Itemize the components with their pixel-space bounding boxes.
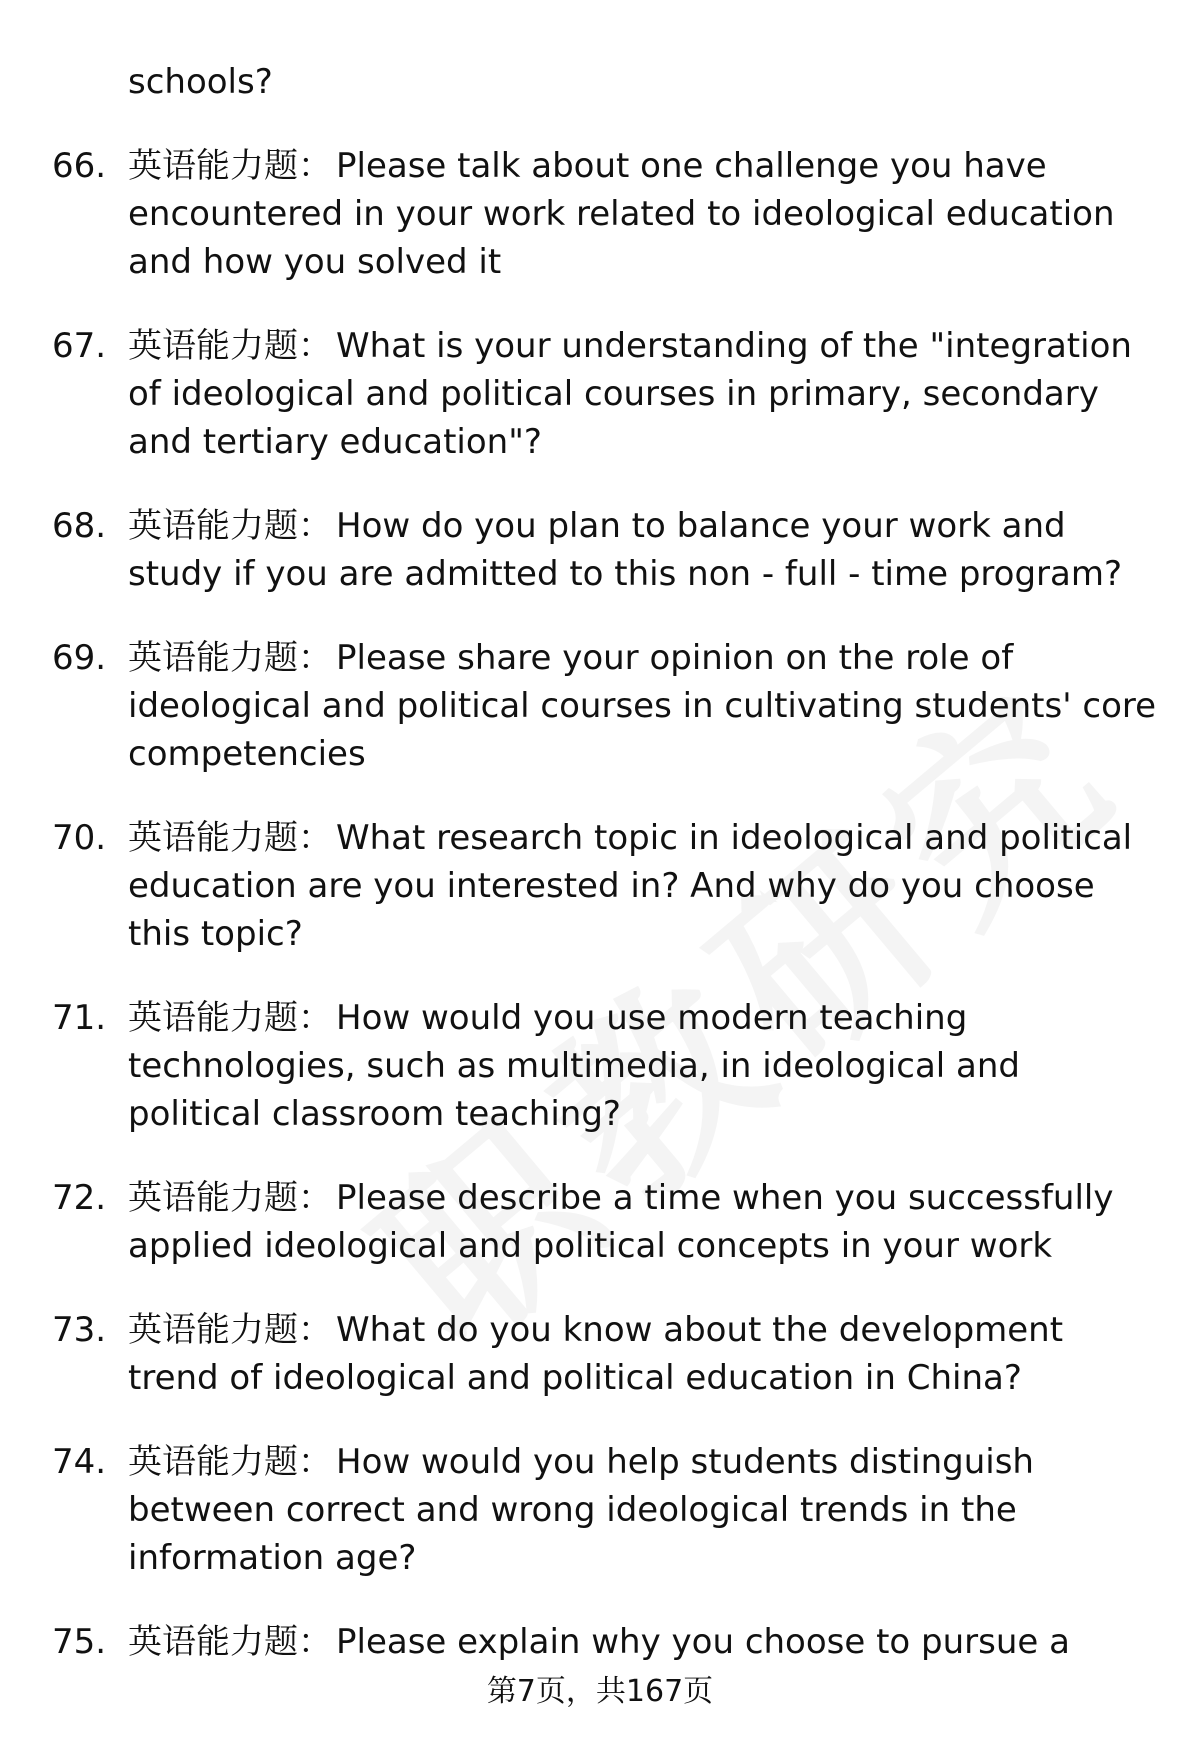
question-text: How would you use modern teaching technologies, such as multimedia, in ideological and political classroom teaching? (128, 998, 1021, 1134)
question-number: 71. (52, 998, 107, 1038)
question-label: 英语能力题： (128, 1310, 332, 1350)
page-footer: 第7页，共167页 (486, 1674, 714, 1709)
question-number: 69. (52, 638, 107, 678)
question-number: 74. (52, 1442, 107, 1482)
question-number: 73. (52, 1310, 107, 1350)
question-label: 英语能力题： (128, 1178, 332, 1218)
question-item (0, 1438, 1200, 1582)
question-number: 72. (52, 1178, 107, 1218)
question-item (0, 1618, 1200, 1666)
question-item (0, 994, 1200, 1138)
question-item (0, 1174, 1200, 1270)
question-number: 75. (52, 1622, 107, 1662)
question-text: How would you help students distinguish between correct and wrong ideological trends in the information age? (128, 1442, 1034, 1578)
question-text: What research topic in ideological and political education are you interested in? And why do you choose this topic? (128, 818, 1133, 954)
question-label: 英语能力题： (128, 1622, 332, 1662)
question-text: Please explain why you choose to pursue a (336, 1622, 1070, 1662)
question-text: What is your understanding of the "integration of ideological and political courses in primary, secondary and tertiary education"? (128, 326, 1132, 462)
question-text: Please talk about one challenge you have encountered in your work related to ideological education and how you solved it (128, 146, 1115, 282)
question-label: 英语能力题： (128, 326, 332, 366)
question-number: 70. (52, 818, 107, 858)
question-number: 66. (52, 146, 107, 186)
question-number: 67. (52, 326, 107, 366)
question-item (0, 634, 1200, 778)
question-item (0, 502, 1200, 598)
question-list (0, 142, 1200, 1702)
question-item (0, 322, 1200, 466)
question-label: 英语能力题： (128, 1442, 332, 1482)
question-item (0, 814, 1200, 958)
question-label: 英语能力题： (128, 818, 332, 858)
continuation-text: schools? (128, 62, 273, 102)
question-number: 68. (52, 506, 107, 546)
question-item (0, 142, 1200, 286)
question-label: 英语能力题： (128, 638, 332, 678)
question-text: Please describe a time when you successfully applied ideological and political concepts in your work (128, 1178, 1114, 1266)
question-text: How do you plan to balance your work and study if you are admitted to this non - full - time program? (128, 506, 1123, 594)
question-label: 英语能力题： (128, 146, 332, 186)
question-item (0, 1306, 1200, 1402)
question-label: 英语能力题： (128, 506, 332, 546)
question-label: 英语能力题： (128, 998, 332, 1038)
question-text: What do you know about the development trend of ideological and political education in China? (128, 1310, 1064, 1398)
question-text: Please share your opinion on the role of ideological and political courses in cultivating students' core competencies (128, 638, 1157, 774)
